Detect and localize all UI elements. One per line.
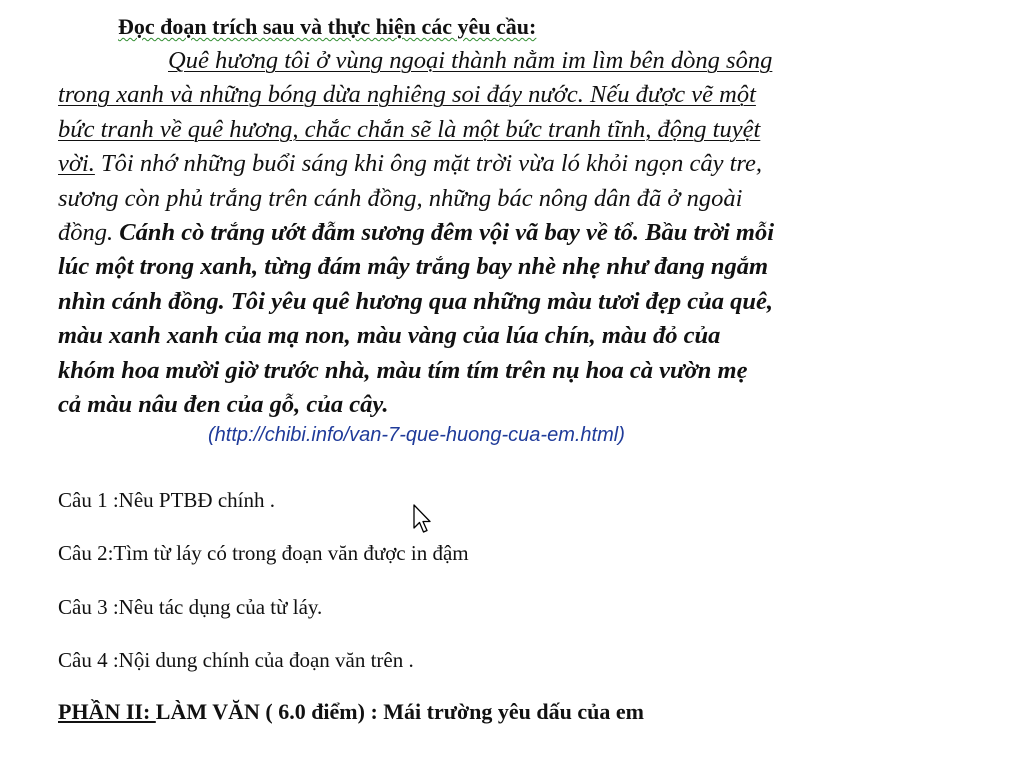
source-link[interactable]: (http://chibi.info/van-7-que-huong-cua-em.html) (208, 424, 625, 446)
passage-line-6-start: đồng. (58, 219, 120, 247)
passage-line-5: sương còn phủ trắng trên cánh đồng, những bác nông dân đã ở ngoài (58, 184, 743, 212)
bold-passage-line-5: khóm hoa mười giờ trước nhà, màu tím tím trên nụ hoa cà vườn mẹ (58, 356, 748, 384)
part-2-text: LÀM VĂN ( 6.0 điểm) : Mái trường yêu dấu của em (155, 699, 644, 724)
mouse-pointer-icon (412, 504, 432, 534)
part-2-title (58, 699, 644, 725)
bold-passage-line-2: lúc một trong xanh, từng đám mây trắng bay nhè nhẹ như đang ngắm (58, 253, 769, 281)
passage-line-4-rest: Tôi nhớ những buổi sáng khi ông mặt trời vừa ló khỏi ngọn cây tre, (94, 150, 763, 178)
passage-line-3: bức tranh về quê hương, chắc chắn sẽ là một bức tranh tĩnh, động tuyệt (58, 115, 761, 143)
question-4: Câu 4 :Nội dung chính của đoạn văn trên . (58, 648, 414, 672)
part-2-label: PHẦN II: (58, 699, 156, 724)
passage-line-1: Quê hương tôi ở vùng ngoại thành nằm im lìm bên dòng sông (168, 47, 773, 74)
bold-passage-line-3: nhìn cánh đồng. Tôi yêu quê hương qua những màu tươi đẹp của quê, (58, 287, 773, 315)
passage-line-2: trong xanh và những bóng dừa nghiêng soi đáy nước. Nếu được vẽ một (58, 81, 756, 109)
bold-passage-line-4: màu xanh xanh của mạ non, màu vàng của lúa chín, màu đỏ của (58, 322, 721, 350)
bold-passage-line-6: cả màu nâu đen của gỗ, của cây. (58, 391, 389, 419)
passage-line-6 (58, 216, 968, 250)
instruction-heading: Đọc đoạn trích sau và thực hiện các yêu cầu: (118, 14, 537, 39)
passage-line-4 (58, 147, 968, 181)
reading-passage (58, 44, 968, 422)
bold-passage-start: Cánh cò trắng ướt đẫm sương đêm vội vã bay về tổ. Bầu trời mỗi (119, 219, 775, 247)
question-1: Câu 1 :Nêu PTBĐ chính . (58, 488, 275, 512)
question-3: Câu 3 :Nêu tác dụng của từ láy. (58, 595, 323, 619)
passage-line-4-underlined: vời. (58, 150, 95, 178)
question-2: Câu 2:Tìm từ láy có trong đoạn văn được in đậm (58, 541, 469, 565)
